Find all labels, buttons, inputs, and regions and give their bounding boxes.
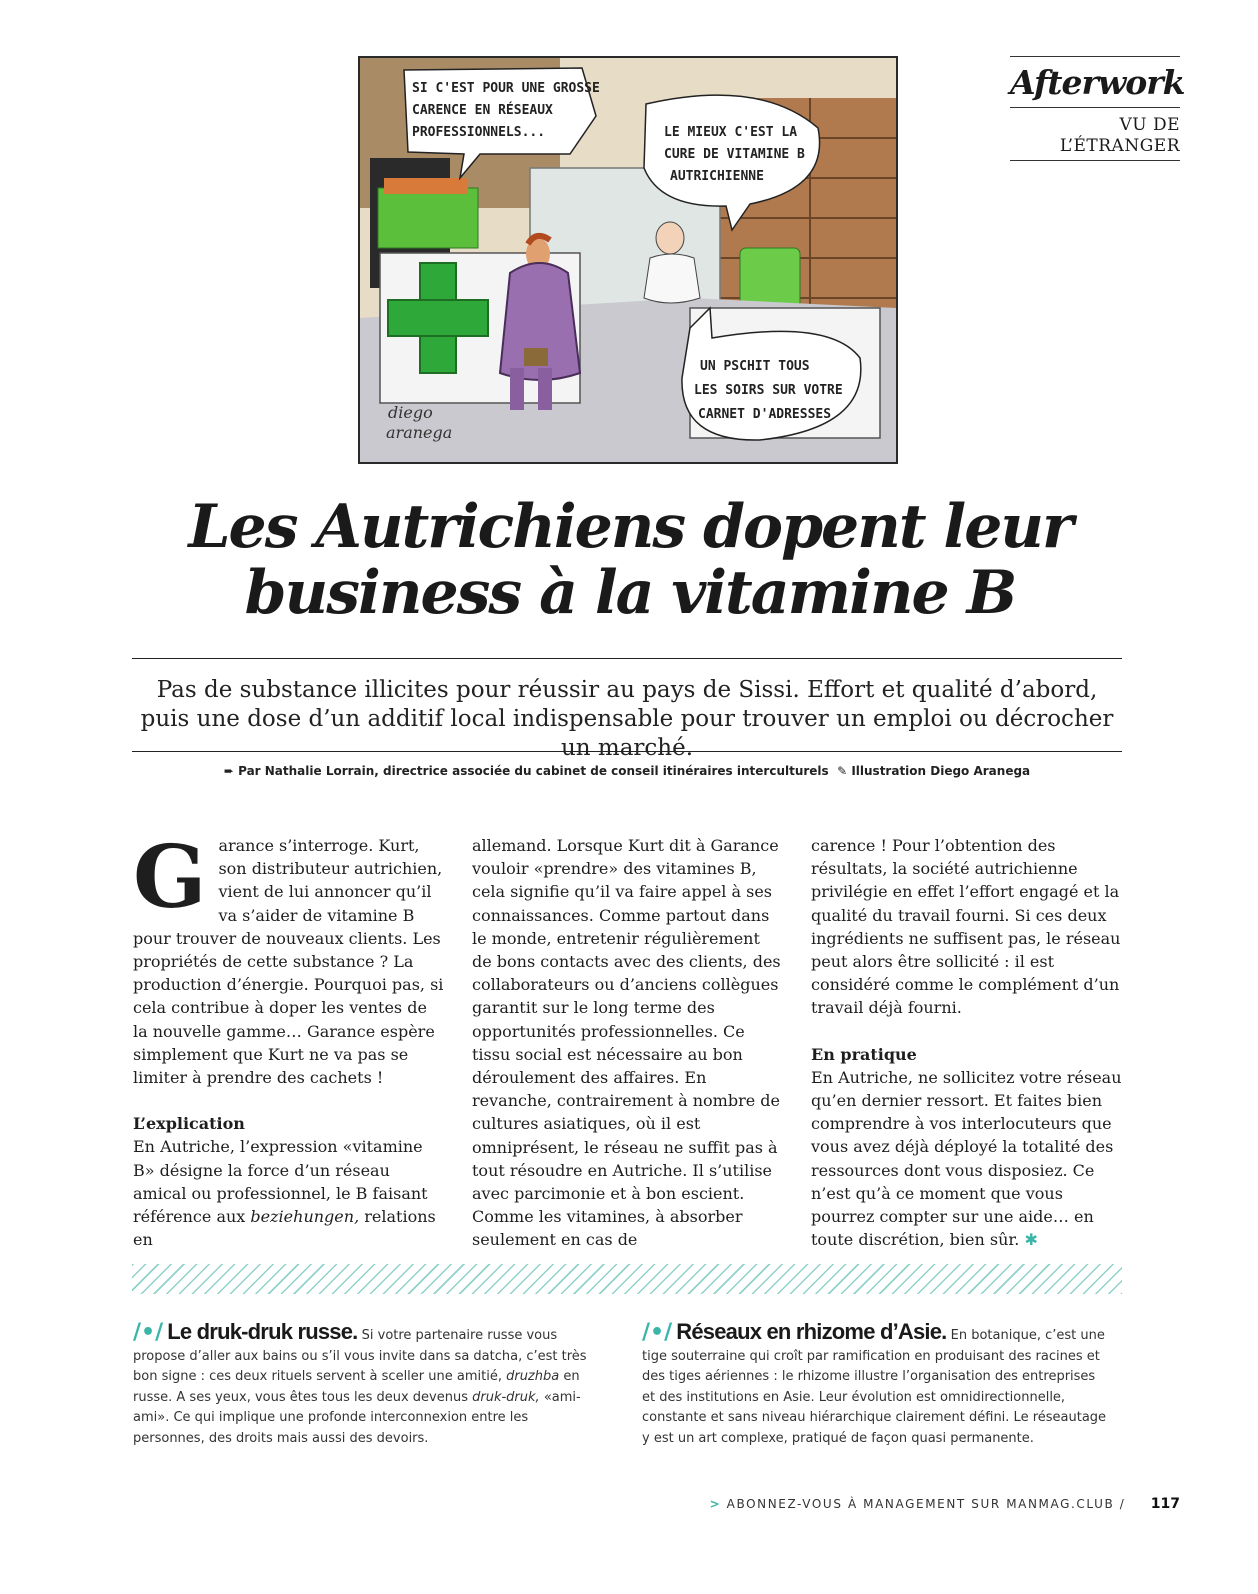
col3-paragraph-1: carence ! Pour l’obtention des résultats, la société autrichienne privilégie en effet l’effort engagé et la qualité du travail fourni. Si ces deux ingrédients ne suffisent pas, le réseau peut alors être sollicité : il est considéré comme le complément d’un travail déjà fourni. [811,836,1121,1018]
subheading-explication: L’explication [133,1114,245,1134]
box-title-russia: Le druk-druk russe. [167,1319,358,1344]
page-number: 117 [1150,1496,1180,1512]
pencil-icon: ✎ [837,764,848,778]
bubble2-line1: LE MIEUX C'EST LA [664,125,798,140]
article-column-1 [133,827,445,1251]
rubric-rule-mid [1010,107,1180,108]
headline-line1: Les Autrichiens dopent leur [188,492,1072,562]
end-mark-icon: ✱ [1024,1230,1038,1250]
rubric-rule-top [1010,56,1180,57]
chevron-right-icon: > [709,1497,722,1511]
bubble2-line2: CURE DE VITAMINE B [664,147,805,162]
col1-p2-text-a: En Autriche, l’expression «vitamine B» désigne la force d’un réseau amical ou professionnel, le B faisant référence aux [133,1137,428,1227]
col3-paragraph-2 [811,1066,1123,1252]
byline-author: Par Nathalie Lorrain, directrice associée du cabinet de conseil itinéraires interculturels [238,764,829,778]
bubble1-line1: SI C'EST POUR UNE GROSSE [412,81,600,96]
bubble2-line3: AUTRICHIENNE [670,169,764,184]
bubble1-line3: PROFESSIONNELS... [412,125,546,140]
col1-paragraph-1: arance s’interroge. Kurt, son distributeur autrichien, vient de lui annoncer qu’il va s’aider de vitamine B pour trouver de nouveaux clients. Les propriétés de cette substance ? La production d’énergie. Pourquoi pas, si cela contribue à doper les ventes de la nouvelle gamme… Garance espère simplement que Kurt ne va pas se limiter à prendre des cachets ! [133,836,444,1088]
standfirst-rule-top [132,658,1122,659]
subheading-en-pratique: En pratique [811,1044,917,1064]
rubric-subtitle [1010,115,1180,157]
arrow-icon: ➨ [223,764,234,778]
col1-paragraph-2 [133,1135,445,1251]
signature-line2: aranega [386,423,453,442]
col3-p2-text: En Autriche, ne sollicitez votre réseau qu’en dernier ressort. Et faites bien comprendre à vos interlocuteurs que vous avez déjà déployé la totalité des ressources dont vous disposiez. Ce n’est qu’à ce moment que vous pourrez compter sur une aide… en toute discrétion, bien sûr. [811,1067,1122,1250]
drop-cap: G [133,827,207,928]
col1-p2-text-b: relations en [133,1207,436,1250]
bubble3-line2: LES SOIRS SUR VOTRE [694,383,843,398]
standfirst-rule-bottom [132,751,1122,752]
box-text-russia-a: Si votre partenaire russe vous propose d’aller aux bains ou s’il vous invite dans sa datcha, c’est très bon signe : ces deux rituels servent à sceller une amitié, [133,1328,587,1384]
page-footer [680,1496,1180,1512]
bubble3-line3: CARNET D'ADRESSES [698,407,832,422]
box-text-asia: En botanique, c’est une tige souterraine qui croît par ramification en produisant des racines et des tiges aériennes : le rhizome illustre l’organisation des entreprises et des institutions en Asie. Leur évolution est omnidirectionnelle, constante et sans niveau hiérarchique clairement défini. Le réseautage y est un art complexe, pratiqué de façon quasi permanente. [642,1328,1107,1446]
box-emphasis-druzhba: druzhba [506,1369,560,1384]
rubric-sub-line2: L’ÉTRANGER [1059,136,1180,156]
footer-subscribe-text: ABONNEZ-VOUS À MANAGEMENT SUR MANMAG.CLUB / [726,1497,1126,1511]
article-column-2 [472,834,784,1252]
bubble3-line1: UN PSCHIT TOUS [700,359,810,374]
section-rubric [1010,56,1185,161]
standfirst: Pas de substance illicites pour réussir au pays de Sissi. Effort et qualité d’abord, puis une dose d’un additif local indispensable pour trouver un emploi ou décrocher un marché. [140,677,1114,761]
col1-p2-emphasis: beziehungen, [250,1207,360,1227]
box-text-russia-b: en russe. A ses yeux, vous êtes tous les deux devenus [133,1369,580,1405]
slash-dot-icon: /•/ [133,1320,164,1345]
box-text-russia-c: «ami-ami». Ce qui implique une profonde interconnexion entre les personnes, des droits mais aussi des devoirs. [133,1389,581,1446]
rubric-rule-bottom [1010,160,1180,161]
slash-dot-icon: /•/ [642,1320,673,1345]
sidebar-box-asia [642,1319,1110,1449]
cartoon-illustration [358,56,898,464]
box-emphasis-druk: druk-druk, [472,1389,540,1405]
byline-illustrator: Illustration Diego Aranega [851,764,1031,778]
rubric-title: Afterwork [1010,63,1185,102]
article-column-3 [811,834,1123,1251]
bubble1-line2: CARENCE EN RÉSEAUX [412,103,553,118]
col2-paragraph-1: allemand. Lorsque Kurt dit à Garance vouloir «prendre» des vitamines B, cela signifie qu’il va faire appel à ses connaissances. Comme partout dans le monde, entretenir régulièrement de bons contacts avec des clients, des collaborateurs ou d’anciens collègues garantit sur le long terme des opportunités professionnelles. Ce tissu social est nécessaire au bon déroulement des affaires. En revanche, contrairement à nombre de cultures asiatiques, où il est omniprésent, le réseau ne suffit pas à tout résoudre en Autriche. Il s’utilise avec parcimonie et à bon escient. Comme les vitamines, à absorber seulement en cas de [472,836,781,1250]
headline-line2: business à la vitamine B [244,558,1016,628]
box-title-asia: Réseaux en rhizome d’Asie. [676,1319,947,1344]
sidebar-box-russia [133,1319,601,1449]
signature-line1: diego [388,403,433,422]
hatched-divider [132,1264,1122,1294]
rubric-sub-line1: VU DE [1119,115,1180,135]
article-headline [130,494,1130,626]
byline [132,764,1122,778]
